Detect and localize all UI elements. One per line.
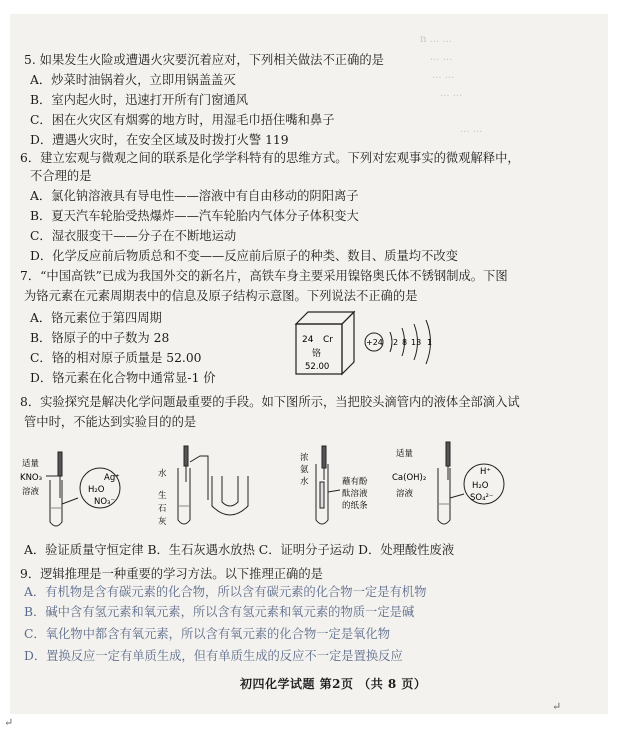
atom-shell-2: 8: [402, 338, 408, 347]
q6-option-a: A．氯化钠溶液具有导电性——溶液中有自由移动的阴阳离子: [30, 189, 359, 203]
q7-figure: [290, 300, 460, 380]
page-footer: 初四化学试题 第2页 （共 8 页）: [240, 677, 427, 691]
fig-c-label-3: 水: [300, 477, 309, 487]
bleed-through-text: ... ...: [430, 52, 453, 63]
bleed-through-text: n ... ...: [420, 34, 452, 45]
atom-shell-1: 2: [393, 338, 399, 347]
fig-a-ion-3: NO₃⁻: [94, 497, 115, 507]
q8-figures: [18, 436, 518, 536]
q7-option-b: B．铬原子的中子数为 28: [30, 331, 170, 345]
q6-stem: 6．建立宏观与微观之间的联系是化学学科特有的思维方式。下列对宏观事实的微观解释中，: [20, 151, 520, 165]
q7-option-a: A．铬元素位于第四周期: [30, 311, 162, 325]
fig-a-label-2: KNO₃: [20, 473, 43, 483]
fig-a-apparatus: [46, 452, 120, 526]
fig-c-apparatus: [316, 446, 340, 524]
q9-option-a: A．有机物是含有碳元素的化合物，所以含有碳元素的化合物一定是有机物: [24, 585, 427, 599]
q9-stem: 9．逻辑推理是一种重要的学习方法。以下推理正确的是: [20, 567, 323, 581]
atom-shell-4: 1: [427, 338, 433, 347]
fig-b-water-label: 水: [158, 469, 167, 479]
q5-option-c: C．困在火灾区有烟雾的地方时，用湿毛巾捂住嘴和鼻子: [30, 113, 335, 127]
q7-option-d: D．铬元素在化合物中通常显-1 价: [30, 371, 216, 385]
q5-option-d: D．遭遇火灾时，在安全区域及时拨打火警 119: [30, 133, 289, 147]
fig-c-paper-label-1: 蘸有酚: [342, 477, 368, 487]
q6-option-d: D．化学反应前后物质总和不变——反应前后原子的种类、数目、质量均不改变: [30, 249, 458, 263]
atom-shell-3: 13: [411, 338, 422, 347]
fig-b-lime-label-3: 灰: [158, 517, 167, 527]
fig-c-paper-label-2: 酞溶液: [342, 489, 368, 499]
paragraph-mark: ↵: [4, 716, 14, 729]
fig-b-lime-label-1: 生: [158, 491, 167, 501]
q8-stem-cont: 管中时，不能达到实验目的的是: [24, 415, 197, 429]
q6-stem-cont: 不合理的是: [30, 169, 92, 183]
fig-c-paper-label-3: 的纸条: [342, 501, 368, 511]
q7-stem: 7．“中国高铁”已成为我国外交的新名片，高铁车身主要采用镍铬奥氏体不锈钢制成。下图: [20, 269, 508, 283]
fig-c-label-1: 浓: [300, 453, 309, 463]
q7-option-c: C．铬的相对原子质量是 52.00: [30, 351, 202, 365]
q8-options: A．验证质量守恒定律 B．生石灰遇水放热 C．证明分子运动 D．处理酸性废液: [24, 543, 455, 557]
q9-option-d: D．置换反应一定有单质生成，但有单质生成的反应不一定是置换反应: [24, 649, 403, 663]
q5-option-a: A．炒菜时油锅着火，立即用锅盖盖灭: [30, 73, 236, 87]
fig-c-label-2: 氨: [300, 465, 309, 475]
fig-d-label-2: Ca(OH)₂: [392, 473, 427, 483]
fig-a-label-1: 适量: [22, 459, 40, 469]
fig-d-ion-1: H⁺: [480, 467, 491, 477]
atom-nucleus: +24: [366, 338, 383, 347]
q9-option-b: B．碱中含有氢元素和氧元素，所以含有氢元素和氧元素的物质一定是碱: [24, 605, 415, 619]
bleed-through-text: ... ...: [432, 70, 455, 81]
q8-stem: 8．实验探究是解决化学问题最重要的手段。如下图所示，当把胶头滴管内的液体全部滴入试: [20, 395, 520, 409]
bleed-through-text: ... ...: [460, 124, 483, 135]
fig-d-ion-2: H₂O: [472, 481, 489, 491]
element-name: 铬: [312, 349, 322, 359]
fig-b-lime-label-2: 石: [158, 504, 167, 514]
fig-d-label-1: 适量: [396, 449, 414, 459]
q7-stem-cont: 为铬元素在元素周期表中的信息及原子结构示意图。下列说法不正确的是: [24, 289, 418, 303]
fig-d-label-3: 溶液: [396, 489, 414, 499]
paragraph-mark: ↵: [552, 700, 562, 713]
fig-d-ion-3: SO₄²⁻: [470, 493, 494, 503]
q6-option-b: B．夏天汽车轮胎受热爆炸——汽车轮胎内气体分子体积变大: [30, 209, 359, 223]
q5-option-b: B．室内起火时，迅速打开所有门窗通风: [30, 93, 249, 107]
fig-b-apparatus: [178, 446, 248, 524]
fig-a-ion-1: Ag⁺: [104, 473, 120, 483]
fig-a-ion-2: H₂O: [88, 485, 105, 495]
q6-option-c: C．湿衣服变干——分子在不断地运动: [30, 229, 237, 243]
fig-d-apparatus: [438, 442, 504, 524]
element-number: 24: [302, 335, 314, 345]
q9-option-c: C．氧化物中都含有氧元素，所以含有氧元素的化合物一定是氧化物: [24, 627, 391, 641]
element-mass: 52.00: [305, 362, 330, 372]
bleed-through-text: ... ...: [440, 88, 463, 99]
q5-stem: 5. 如果发生火险或遭遇火灾要沉着应对，下列相关做法不正确的是: [24, 53, 384, 67]
element-symbol: Cr: [323, 335, 333, 345]
fig-a-label-3: 溶液: [22, 487, 40, 497]
